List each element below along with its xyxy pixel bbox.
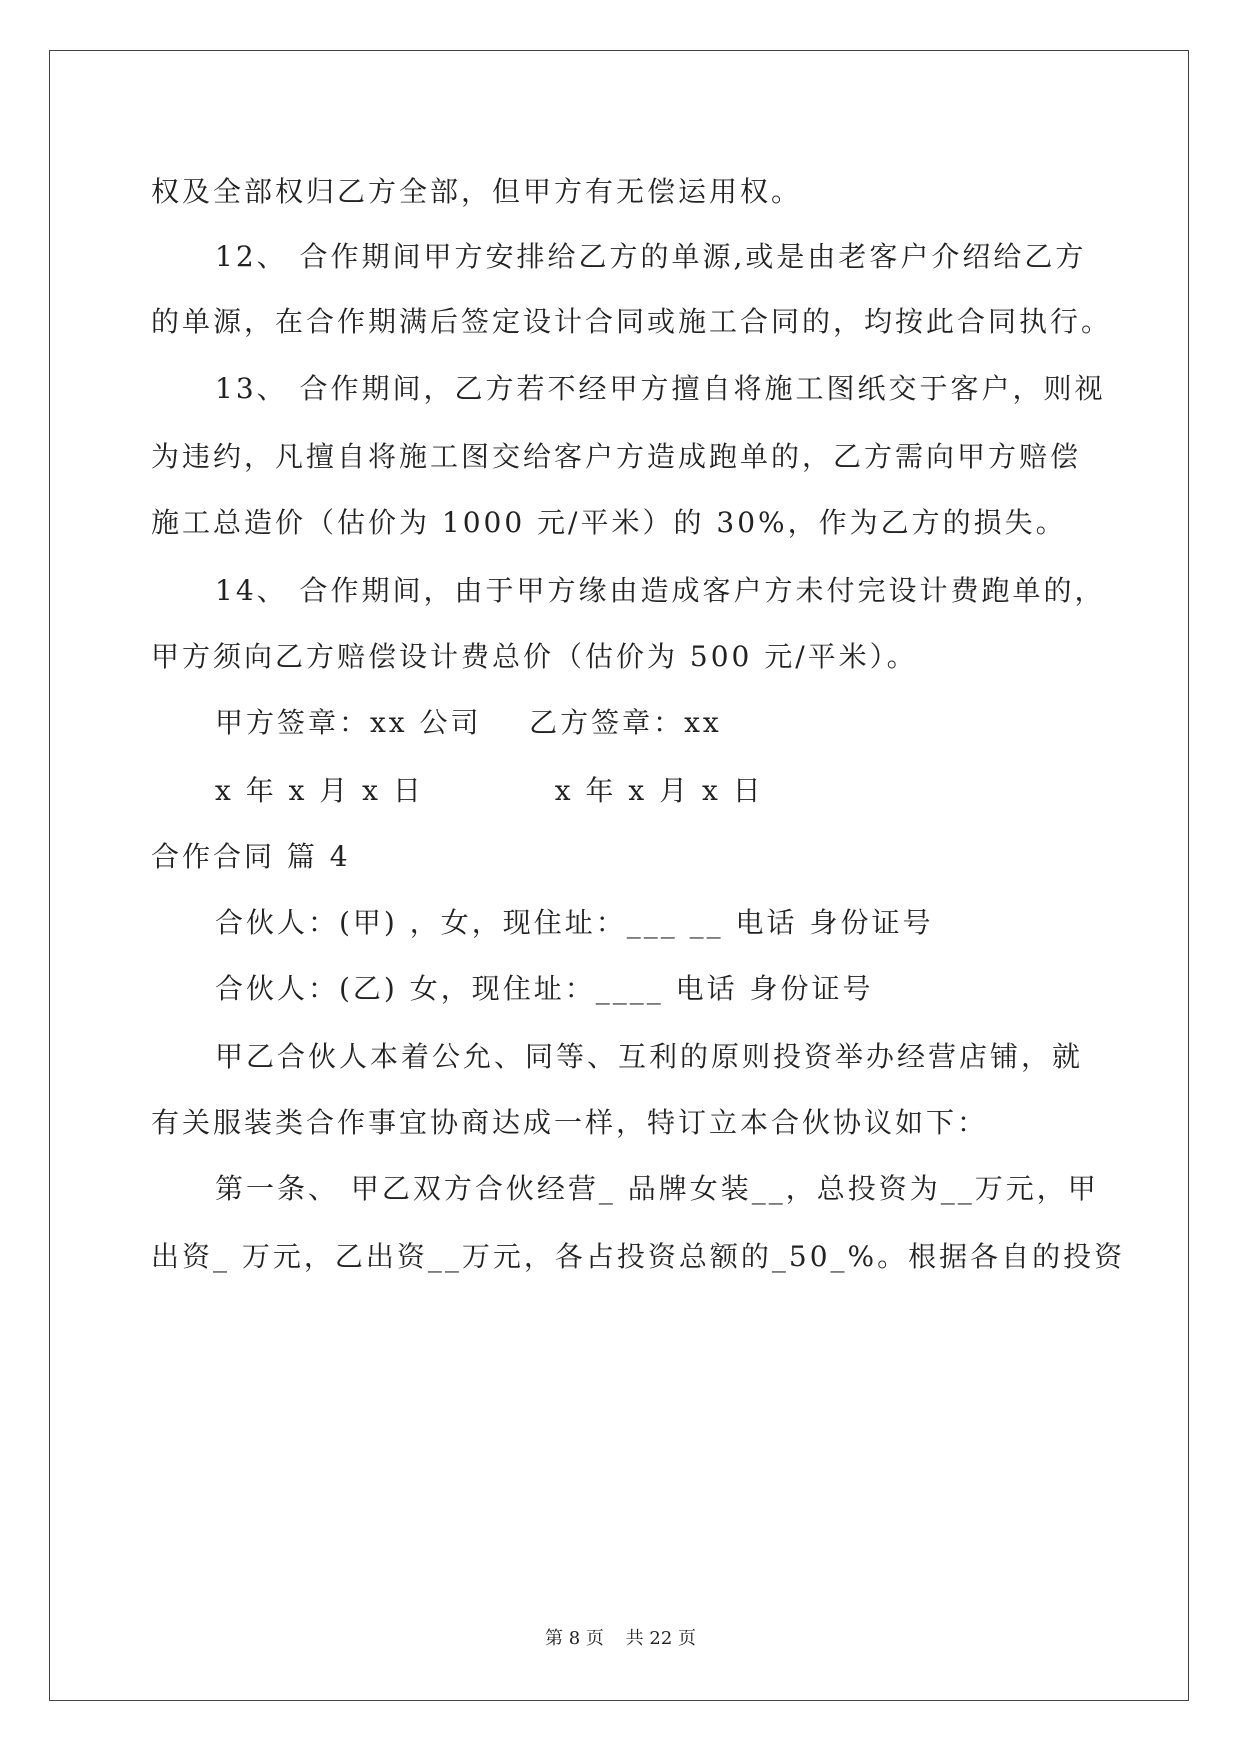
text-line-15: 有关服装类合作事宜协商达成一样，特订立本合伙协议如下：	[151, 1106, 989, 1139]
date-line: x 年 x 月 x 日 x 年 x 月 x 日	[215, 774, 764, 807]
text-line-17: 出资_ 万元，乙出资__万元，各占投资总额的_50_%。根据各自的投资	[151, 1240, 1126, 1273]
page-footer	[0, 1624, 1241, 1650]
text-line-6: 施工总造价（估价为 1000 元/平米）的 30%，作为乙方的损失。	[151, 506, 1067, 539]
text-line-13: 合伙人：(乙) 女，现住址：____ 电话 身份证号	[215, 972, 874, 1005]
text-line-8: 甲方须向乙方赔偿设计费总价（估价为 500 元/平米）。	[151, 640, 918, 673]
text-line-7: 14、 合作期间，由于甲方缘由造成客户方未付完设计费跑单的，	[215, 574, 1106, 607]
page-number: 第 8 页	[545, 1628, 604, 1649]
signature-line: 甲方签章：xx 公司 乙方签章：xx	[215, 706, 722, 739]
text-line-1: 权及全部权归乙方全部，但甲方有无偿运用权。	[151, 175, 803, 208]
section-heading: 合作合同 篇 4	[151, 840, 351, 873]
text-line-14: 甲乙合伙人本着公允、同等、互利的原则投资举办经营店铺，就	[215, 1040, 1084, 1073]
text-line-16: 第一条、 甲乙双方合伙经营_ 品牌女装__，总投资为__万元，甲	[215, 1172, 1099, 1205]
text-line-5: 为违约，凡擅自将施工图交给客户方造成跑单的，乙方需向甲方赔偿	[151, 440, 1082, 473]
text-line-4: 13、 合作期间，乙方若不经甲方擅自将施工图纸交于客户，则视	[215, 372, 1106, 405]
text-line-2: 12、 合作期间甲方安排给乙方的单源,或是由老客户介绍给乙方	[215, 240, 1087, 273]
text-line-12: 合伙人：(甲) ，女，现住址：___ __ 电话 身份证号	[215, 906, 934, 939]
page-total: 共 22 页	[625, 1628, 696, 1649]
text-line-3: 的单源，在合作期满后签定设计合同或施工合同的，均按此合同执行。	[151, 305, 1113, 338]
